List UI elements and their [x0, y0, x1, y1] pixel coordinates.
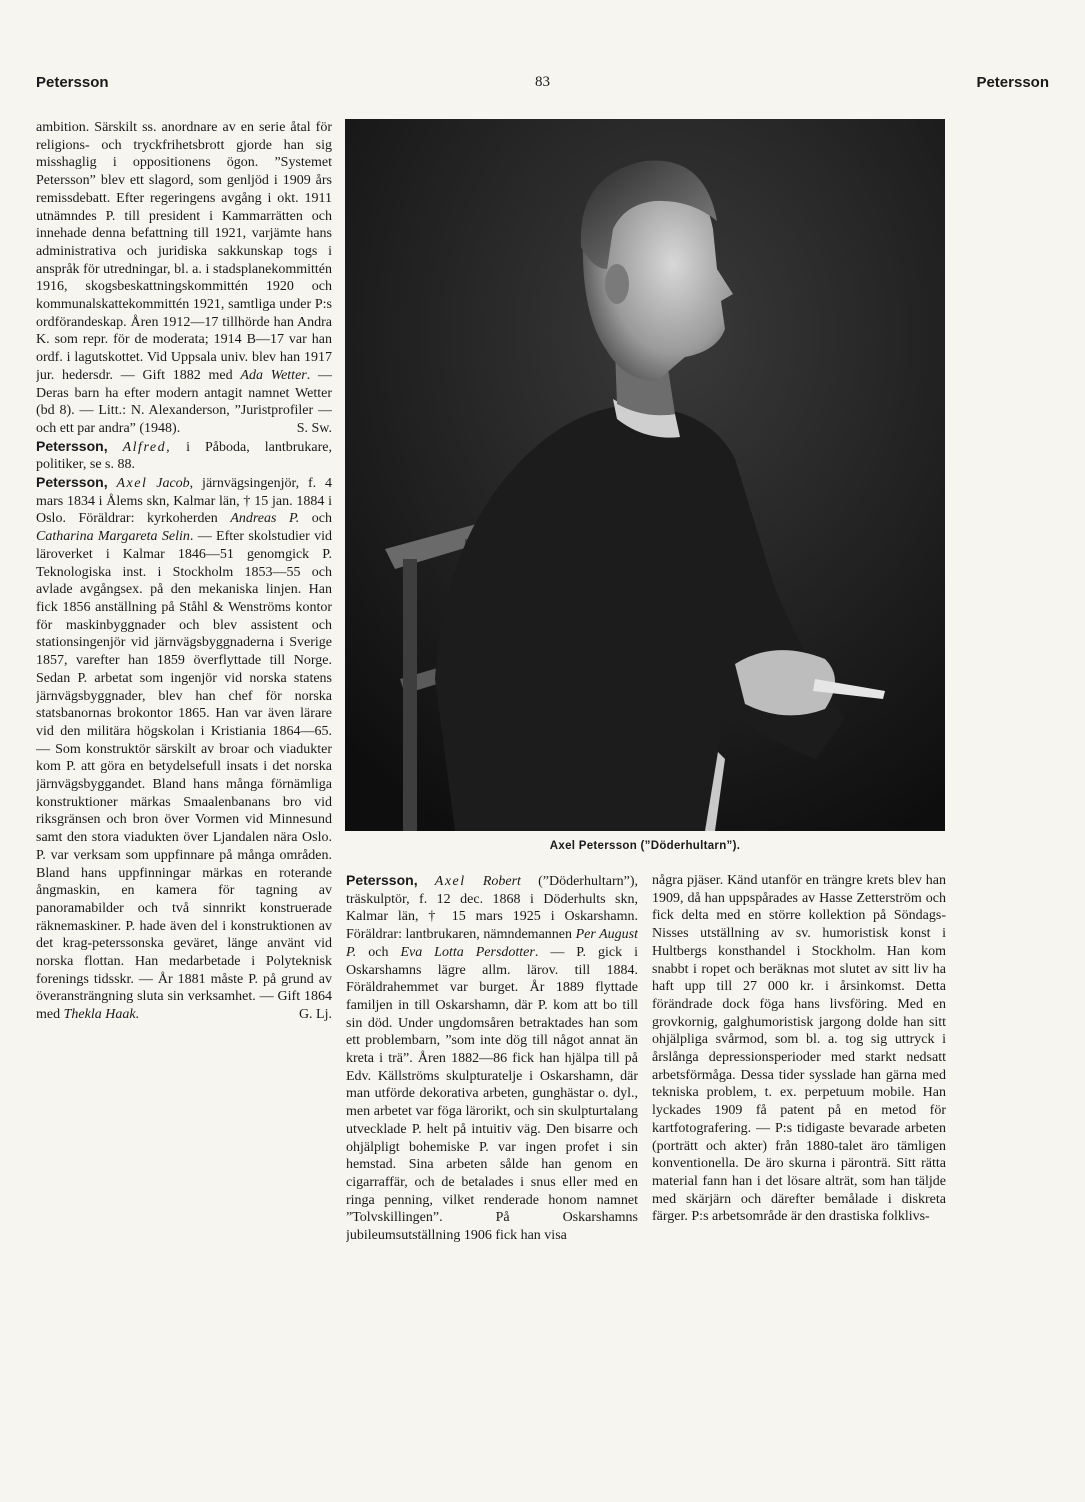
- body-text: , järnvägsingenjör, f. 4 mars 1834 i Ålems skn, Kalmar län, † 15 jan. 1884 i Oslo. Föräldrar: kyrkoherden: [36, 476, 332, 527]
- entry-given-name-2: Jacob: [147, 476, 190, 492]
- body-text: och: [299, 511, 332, 527]
- middle-column: [346, 872, 638, 1372]
- entry-given-name: Axel: [434, 874, 466, 889]
- page-header: [36, 74, 1049, 96]
- entry-alfred: [36, 438, 332, 474]
- portrait-photo: [345, 119, 945, 831]
- body-text: ambition. Särskilt ss. anordnare av en serie åtal för religions- och tryckfrihetsbrott gjorde han sig misshaglig i oppositionens ögon. ”Systemet Petersson” blev ett slagord, som genljöd i 1909 års remissdebatt. Efter regeringens avgång i okt. 1911 utnämndes P. till president i Kammarrätten och innehade denna befattning till 1921, varjämte hans administrativa och juridiska sakkunskap togs i anspråk för utredningar, bl. a. i stadsplanekommittén 1916, skogsbeskattningskommittén 1920 och kommunalskattekommittén 1921, samtliga under P:s ordförandeskap. Åren 1912—17 tillhörde han Andra K. som repr. för de moderata; 1914 B—17 var han ordf. i lagutskottet. Vid Uppsala univ. blev han 1917 jur. hedersdr. — Gift 1882 med: [36, 120, 332, 383]
- body-text: och: [356, 944, 401, 960]
- entry-surname: Petersson,: [36, 437, 108, 454]
- body-text: . — Deras barn ha efter modern antagit namnet Wetter (bd 8). — Litt.: N. Alexanderson, ”Juristprofiler — och ett par andra” (1948).: [36, 367, 332, 436]
- body-text: .: [135, 1007, 140, 1023]
- spouse-name: Ada Wetter: [240, 367, 307, 383]
- entry-given-name: Alfred,: [122, 439, 172, 455]
- body-text: i Påboda, lantbrukare, politiker, se s. 88.: [36, 439, 332, 473]
- photo-caption: Axel Petersson (”Döderhultarn”).: [549, 840, 741, 852]
- entry-axel-jacob: [36, 474, 332, 1024]
- portrait-illustration: [345, 119, 945, 831]
- author-signature: S. Sw.: [296, 420, 332, 436]
- entry-given-name: Axel: [116, 476, 148, 492]
- entry-surname: Petersson,: [346, 872, 418, 888]
- body-text: (”Döderhultarn”), träskulptör, f. 12 dec. 1868 i Döderhults skn, Kalmar län, † 15 mars 1925 i Oskarshamn. Föräldrar: lantbrukaren, nämndemannen: [346, 874, 638, 943]
- entry-continued-text: några pjäser. Känd utanför en trängre krets blev han 1909, då han uppspårades av Hasse Zetterström och fick delta med en större kollektion på Söndags-Nisses utställning av sv. humoristisk konst i Hultbergs konsthandel i Stockholm. Han kom snabbt i ropet och beräknas mot slutet av sitt liv ha haft upp till 27 000 kr. i årsinkomst. Detta förändrade dock föga hans livsföring. Med en grovkornig, galghumoristisk jargong dolde han sitt ohjälpliga svårmod, som bl. a. tog sig uttryck i årslånga depressionsperioder med starkt nedsatt arbetsförmåga. Dessa tider sysslade han gärna med tekniska problem, t. ex. perpetuum mobile. Han lyckades 1909 få patent på en metod för kartfotografering. — P:s tidigaste bevarade arbeten (porträtt och akter) från 1880-talet äro tämligen konventionella. De äro skurna i päronträ. Sitt rätta material fann han i det lösare alträt, som han täljde med skärjärn och därefter bemålade i diskreta färger. P:s arbetsområde är den drastiska folklivs-: [652, 873, 946, 1225]
- body-text: . — P. gick i Oskarshamns lägre allm. lärov. till 1884. Föräldrahemmet var burget. År 1889 flyttade familjen in till Oskarshamn, där P. kom att bo till sin död. Under ungdomsåren betraktades han som ett problembarn, ”som inte dög till något annat än kreta i trä”. Åren 1882—86 fick han hjälpa till på Edv. Källströms skulpturatelje i Oskarshamn, där man utförde dekorativa arbeten, gunghästar o. dyl., men arbetet var föga lärorikt, och sin skulpturtalang utvecklade P. helt på intuitiv väg. Den bisarre och ohjälpligt bohemiske P. var ingen profet i sin hemstad. Sina arbeten sålde han genom en cigarraffär, och de betalades i snus eller med en ringa penning, vilket renderade honom namnet ”Tolvskillingen”. På Oskarshamns jubileumsutställning 1906 fick han visa: [346, 944, 638, 1244]
- left-column: [36, 119, 332, 1359]
- mother-name: Catharina Margareta Selin: [36, 529, 190, 545]
- running-head-left: Petersson: [36, 74, 109, 91]
- body-text: . — Efter skolstudier vid läroverket i Kalmar 1846—51 genomgick P. Teknologiska inst. i Stockholm 1853—55 och avlade avgångsex. på den mekaniska linjen. Han fick 1856 anställning på Ståhl & Wenströms kontor för maskinbyggnader och blev assistent och stationsingenjör vid järnvägsbyggnaderna i Sverige 1857, varefter han 1859 överflyttade till Norge. Sedan P. arbetat som ingenjör vid norska statens järnvägsbyggnader, blev han chef för norska statsbanornas brokontor 1865. Han var även lärare vid den militära högskolan i Kristiania 1864—65. — Som konstruktör särskilt av broar och viadukter kom P. att göra en betydelsefull insats i det norska järnvägsbyggandet. Bland hans många förnämliga konstruktioner märkas Smaalenbanans bro vid riksgränsen och bron över Vormen vid Minnesund samt den stora viadukten över Ljandalen nära Oslo. P. var verksam som uppfinnare på många områden. Bland hans uppfinningar märkas en roterande ångmaskin, en kamera för tagning av panoramabilder och två sinnrikt konstruerade räknemaskiner. P. hade även del i konstruktionen av det krag-peterssonska geväret, länge använt vid norska flottan. Han medarbetade i Polyteknisk forenings tidsskr. — År 1881 måste P. på grund av överansträngning sluta sin verksamhet. — Gift 1864 med: [36, 529, 332, 1023]
- author-signature: G. Lj.: [298, 1007, 332, 1023]
- running-head-right: Petersson: [976, 74, 1049, 91]
- father-name: Andreas P.: [230, 511, 300, 527]
- entry-given-name-2: Robert: [465, 874, 521, 889]
- entry-continuation: [36, 119, 332, 438]
- mother-name: Eva Lotta Persdotter: [400, 944, 535, 960]
- father-name: Per August P.: [346, 927, 638, 960]
- spouse-name: Thekla Haak: [63, 1007, 136, 1023]
- page-number: 83: [535, 74, 550, 90]
- right-column: [652, 872, 946, 1372]
- entry-surname: Petersson,: [36, 474, 108, 491]
- entry-axel-robert: [346, 872, 638, 1245]
